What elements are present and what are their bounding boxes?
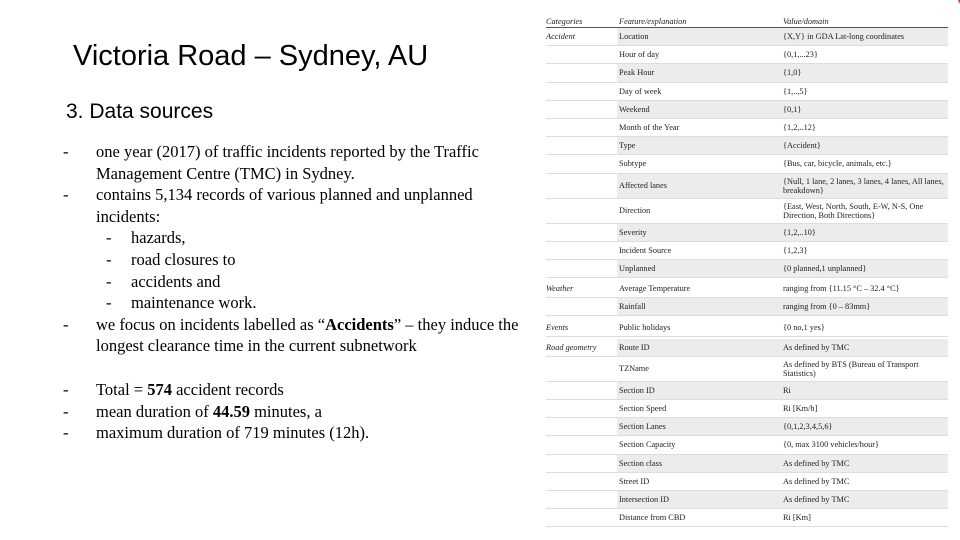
sub-bullet-text: maintenance work. (131, 293, 257, 313)
row-feature: Public holidays (619, 322, 671, 332)
stat-item (58, 422, 538, 444)
table-row (546, 298, 948, 316)
row-feature: Location (617, 28, 781, 45)
row-value: {0 planned,1 unplanned} (781, 260, 948, 277)
row-value: {0,1,...23} (783, 50, 818, 60)
row-category: Events (546, 322, 569, 332)
table-body (546, 28, 948, 527)
bullet-dash: - (106, 293, 112, 313)
row-feature: Affected lanes (617, 174, 781, 198)
row-feature: Section ID (617, 382, 781, 399)
row-value: Ri (781, 382, 948, 399)
row-value: {0,1} (781, 101, 948, 118)
sub-bullet-text: accidents and (131, 271, 221, 291)
slide-title: Victoria Road – Sydney, AU (73, 40, 429, 72)
row-feature: Route ID (617, 339, 781, 356)
row-value: {1,2,..10} (781, 224, 948, 241)
stat-mean-pre: mean duration of (96, 401, 213, 421)
table-row (546, 28, 948, 46)
row-value: Ri [Km/h] (783, 404, 818, 414)
table-row (546, 119, 948, 137)
row-feature: TZName (619, 364, 649, 374)
table-row (546, 455, 948, 473)
row-feature: Section Lanes (617, 418, 781, 435)
row-feature: Section Capacity (619, 440, 676, 450)
table-row (546, 224, 948, 242)
row-feature: Type (617, 137, 781, 154)
bullet-dash: - (63, 379, 69, 399)
table-row (546, 199, 948, 224)
table-row (546, 242, 948, 260)
table-row (546, 339, 948, 357)
row-value: As defined by TMC (781, 491, 948, 508)
table-row (546, 260, 948, 278)
row-category: Weather (546, 284, 574, 294)
stat-max: maximum duration of 719 minutes (12h). (96, 423, 370, 443)
row-feature: Hour of day (619, 50, 660, 60)
stat-item (58, 379, 538, 401)
feature-table (546, 8, 948, 527)
bullet-dash: - (63, 142, 69, 161)
bullet-text: one year (2017) of traffic incidents reported by the Traffic Management Centre (TMC) in Sydney. (96, 142, 479, 183)
bullet-dash: - (63, 314, 69, 334)
row-value: {Null, 1 lane, 2 lanes, 3 lanes, 4 lanes, All lanes, breakdown} (781, 174, 948, 198)
header-feature: Feature/explanation (619, 17, 687, 26)
row-value: As defined by TMC (781, 455, 948, 472)
row-value: {1,2,3} (783, 245, 808, 255)
row-value: {0,1,2,3,4,5,6} (781, 418, 948, 435)
table-row (546, 155, 948, 173)
table-row (546, 436, 948, 454)
bullet-list (58, 141, 538, 444)
row-value: As defined by BTS (Bureau of Transport Statistics) (783, 359, 919, 378)
row-feature: Street ID (619, 476, 650, 486)
bullet-dash: - (106, 228, 112, 248)
row-value: {0, max 3100 vehicles/hour} (783, 440, 879, 450)
table-row (546, 174, 948, 199)
table-row (546, 64, 948, 82)
row-value: {0 no,1 yes} (783, 322, 825, 332)
row-feature: Average Temperature (619, 284, 691, 294)
row-feature: Distance from CBD (619, 513, 686, 523)
table-row (546, 491, 948, 509)
bullet-text: contains 5,134 records of various planned and unplanned incidents: (96, 185, 473, 226)
row-value: ranging from {0 – 83mm} (781, 298, 948, 315)
row-feature: Section class (617, 455, 781, 472)
focus-post: ” – they induce the longest clearance time in the current subnetwork (96, 314, 519, 356)
row-value: As defined by TMC (783, 476, 850, 486)
focus-pre: we focus on incidents labelled as “ (96, 314, 326, 334)
table-row (546, 101, 948, 119)
row-value: {1,..,5} (783, 86, 808, 96)
row-value: {Bus, car, bicycle, animals, etc.} (783, 159, 892, 169)
bullet-text (96, 314, 538, 357)
row-feature: Direction (619, 206, 651, 215)
row-feature: Incident Source (619, 245, 672, 255)
table-row (546, 280, 948, 298)
table-row (546, 382, 948, 400)
row-feature: Peak Hour (617, 64, 781, 81)
table-row (546, 318, 948, 336)
row-category: Road geometry (546, 342, 597, 352)
row-feature: Day of week (619, 86, 662, 96)
row-value: {1,0} (781, 64, 948, 81)
table-row (546, 357, 948, 382)
row-feature: Severity (617, 224, 781, 241)
row-feature: Intersection ID (617, 491, 781, 508)
row-category: Accident (546, 32, 576, 42)
section-heading: 3. Data sources (66, 100, 214, 123)
bullet-item (58, 141, 538, 184)
table-row (546, 46, 948, 64)
row-feature: Month of the Year (619, 123, 680, 133)
row-feature: Unplanned (617, 260, 781, 277)
table-header (546, 8, 948, 28)
stat-total-value: 574 (147, 379, 172, 399)
stat-mean-post: minutes, a (249, 401, 322, 421)
stat-mean (96, 401, 538, 423)
focus-bold: Accidents (325, 314, 394, 334)
bullet-dash: - (63, 185, 69, 205)
header-categories: Categories (546, 17, 583, 26)
row-value: {1,2,..12} (783, 123, 816, 133)
stat-mean-value: 44.59 (212, 401, 250, 421)
sub-bullet-item (58, 227, 538, 249)
table-row (546, 418, 948, 436)
stat-total-pre: Total = (96, 379, 148, 399)
row-value: {East, West, North, South, E-W, N-S, One Direction, Both Directions} (783, 201, 924, 220)
row-feature: Subtype (619, 159, 647, 169)
table-row (546, 509, 948, 527)
bullet-dash: - (63, 423, 69, 443)
sub-bullet-text: road closures to (131, 249, 236, 269)
row-feature: Section Speed (619, 404, 667, 414)
row-value: As defined by TMC (781, 339, 948, 356)
row-value: ranging from {11.15 °C – 32.4 °C} (783, 284, 900, 294)
bullet-item (58, 314, 538, 357)
table-row (546, 83, 948, 101)
table-row (546, 400, 948, 418)
sub-bullet-item (58, 249, 538, 271)
stat-item (58, 401, 538, 423)
row-feature: Rainfall (617, 298, 781, 315)
bullet-dash: - (106, 271, 112, 291)
bullet-dash: - (106, 249, 112, 269)
header-value: Value/domain (783, 17, 829, 26)
stat-total (96, 379, 538, 401)
row-value: Ri [Km] (783, 513, 811, 523)
sub-bullet-item (58, 292, 538, 314)
bullet-dash: - (63, 401, 69, 421)
row-feature: Weekend (617, 101, 781, 118)
stat-total-post: accident records (171, 379, 284, 399)
table-row (546, 137, 948, 155)
sub-bullet-text: hazards, (131, 228, 186, 248)
bullet-item (58, 184, 538, 227)
row-value: {X,Y} in GDA Lat-long coordinates (781, 28, 948, 45)
sub-bullet-item (58, 271, 538, 293)
row-value: {Accident} (781, 137, 948, 154)
table-row (546, 473, 948, 491)
